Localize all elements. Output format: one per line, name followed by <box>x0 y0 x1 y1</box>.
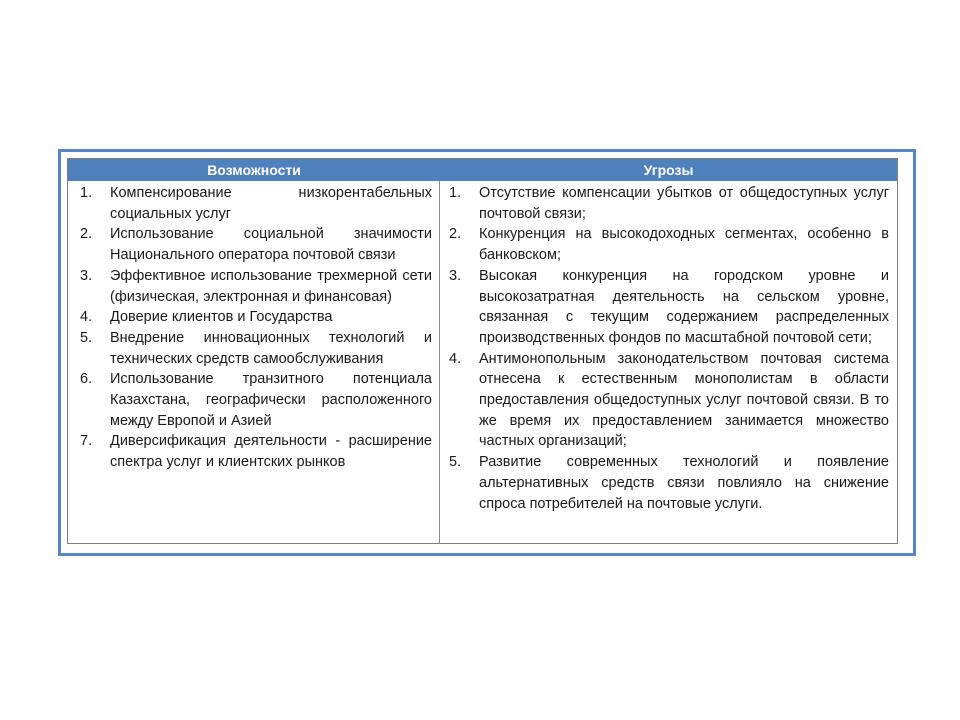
opportunities-list <box>80 183 432 473</box>
swot-table <box>67 158 898 544</box>
threat-number: 2. <box>449 226 462 243</box>
opportunity-number: 6. <box>80 371 93 388</box>
threat-item <box>449 183 889 224</box>
opportunity-text: Компенсирование низкорентабельных социальных услуг <box>110 185 432 222</box>
threat-number: 4. <box>449 350 462 367</box>
threat-text: Антимонопольным законодательством почтовая система отнесена к естественным монополистам в области предоставления общедоступных услуг почтовой связи. В то же время их предоставлением занимается множество частных организаций; <box>479 350 889 450</box>
threat-number: 3. <box>449 267 462 284</box>
threats-list <box>449 183 889 514</box>
threat-text: Высокая конкуренция на городском уровне и высокозатратная деятельность на сельском уровне, связанная с текущим содержанием распределенных производственных фондов по масштабной почтовой сети; <box>479 267 889 346</box>
opportunity-text: Диверсификация деятельности - расширение спектра услуг и клиентских рынков <box>110 433 432 471</box>
opportunity-item <box>80 328 432 369</box>
opportunity-number: 1. <box>80 185 93 201</box>
opportunity-text: Эффективное использование трехмерной сети (физическая, электронная и финансовая) <box>110 267 432 305</box>
opportunities-column <box>80 183 432 473</box>
threat-item <box>449 349 889 453</box>
column-divider <box>439 181 440 543</box>
threat-item <box>449 266 889 349</box>
opportunity-number: 7. <box>80 433 93 450</box>
opportunity-item <box>80 369 432 431</box>
threat-text: Развитие современных технологий и появление альтернативных средств связи повлияло на снижение спроса потребителей на почтовые услуги. <box>479 454 889 512</box>
threat-number: 5. <box>449 454 462 471</box>
threats-column <box>449 183 889 514</box>
threat-item <box>449 224 889 265</box>
threats-header: Угрозы <box>643 162 694 178</box>
threat-text: Конкуренция на высокодоходных сегментах, особенно в банковском; <box>479 226 889 264</box>
opportunity-number: 5. <box>80 329 93 346</box>
opportunity-item <box>80 431 432 472</box>
opportunity-number: 3. <box>80 267 93 284</box>
opportunity-number: 4. <box>80 309 93 326</box>
opportunity-text: Использование транзитного потенциала Казахстана, географически расположенного между Европой и Азией <box>110 371 432 429</box>
opportunity-item <box>80 266 432 307</box>
opportunity-text: Использование социальной значимости Национального оператора почтовой связи <box>110 226 432 264</box>
table-header <box>68 159 897 181</box>
opportunity-text: Доверие клиентов и Государства <box>110 309 333 326</box>
opportunity-item <box>80 224 432 265</box>
opportunities-header: Возможности <box>207 162 301 178</box>
threat-text: Отсутствие компенсации убытков от общедоступных услуг почтовой связи; <box>479 185 889 222</box>
opportunity-item <box>80 183 432 224</box>
opportunity-number: 2. <box>80 226 93 243</box>
opportunity-item <box>80 307 432 328</box>
opportunity-text: Внедрение инновационных технологий и технических средств самообслуживания <box>110 329 432 367</box>
threat-item <box>449 452 889 514</box>
threat-number: 1. <box>449 185 462 201</box>
